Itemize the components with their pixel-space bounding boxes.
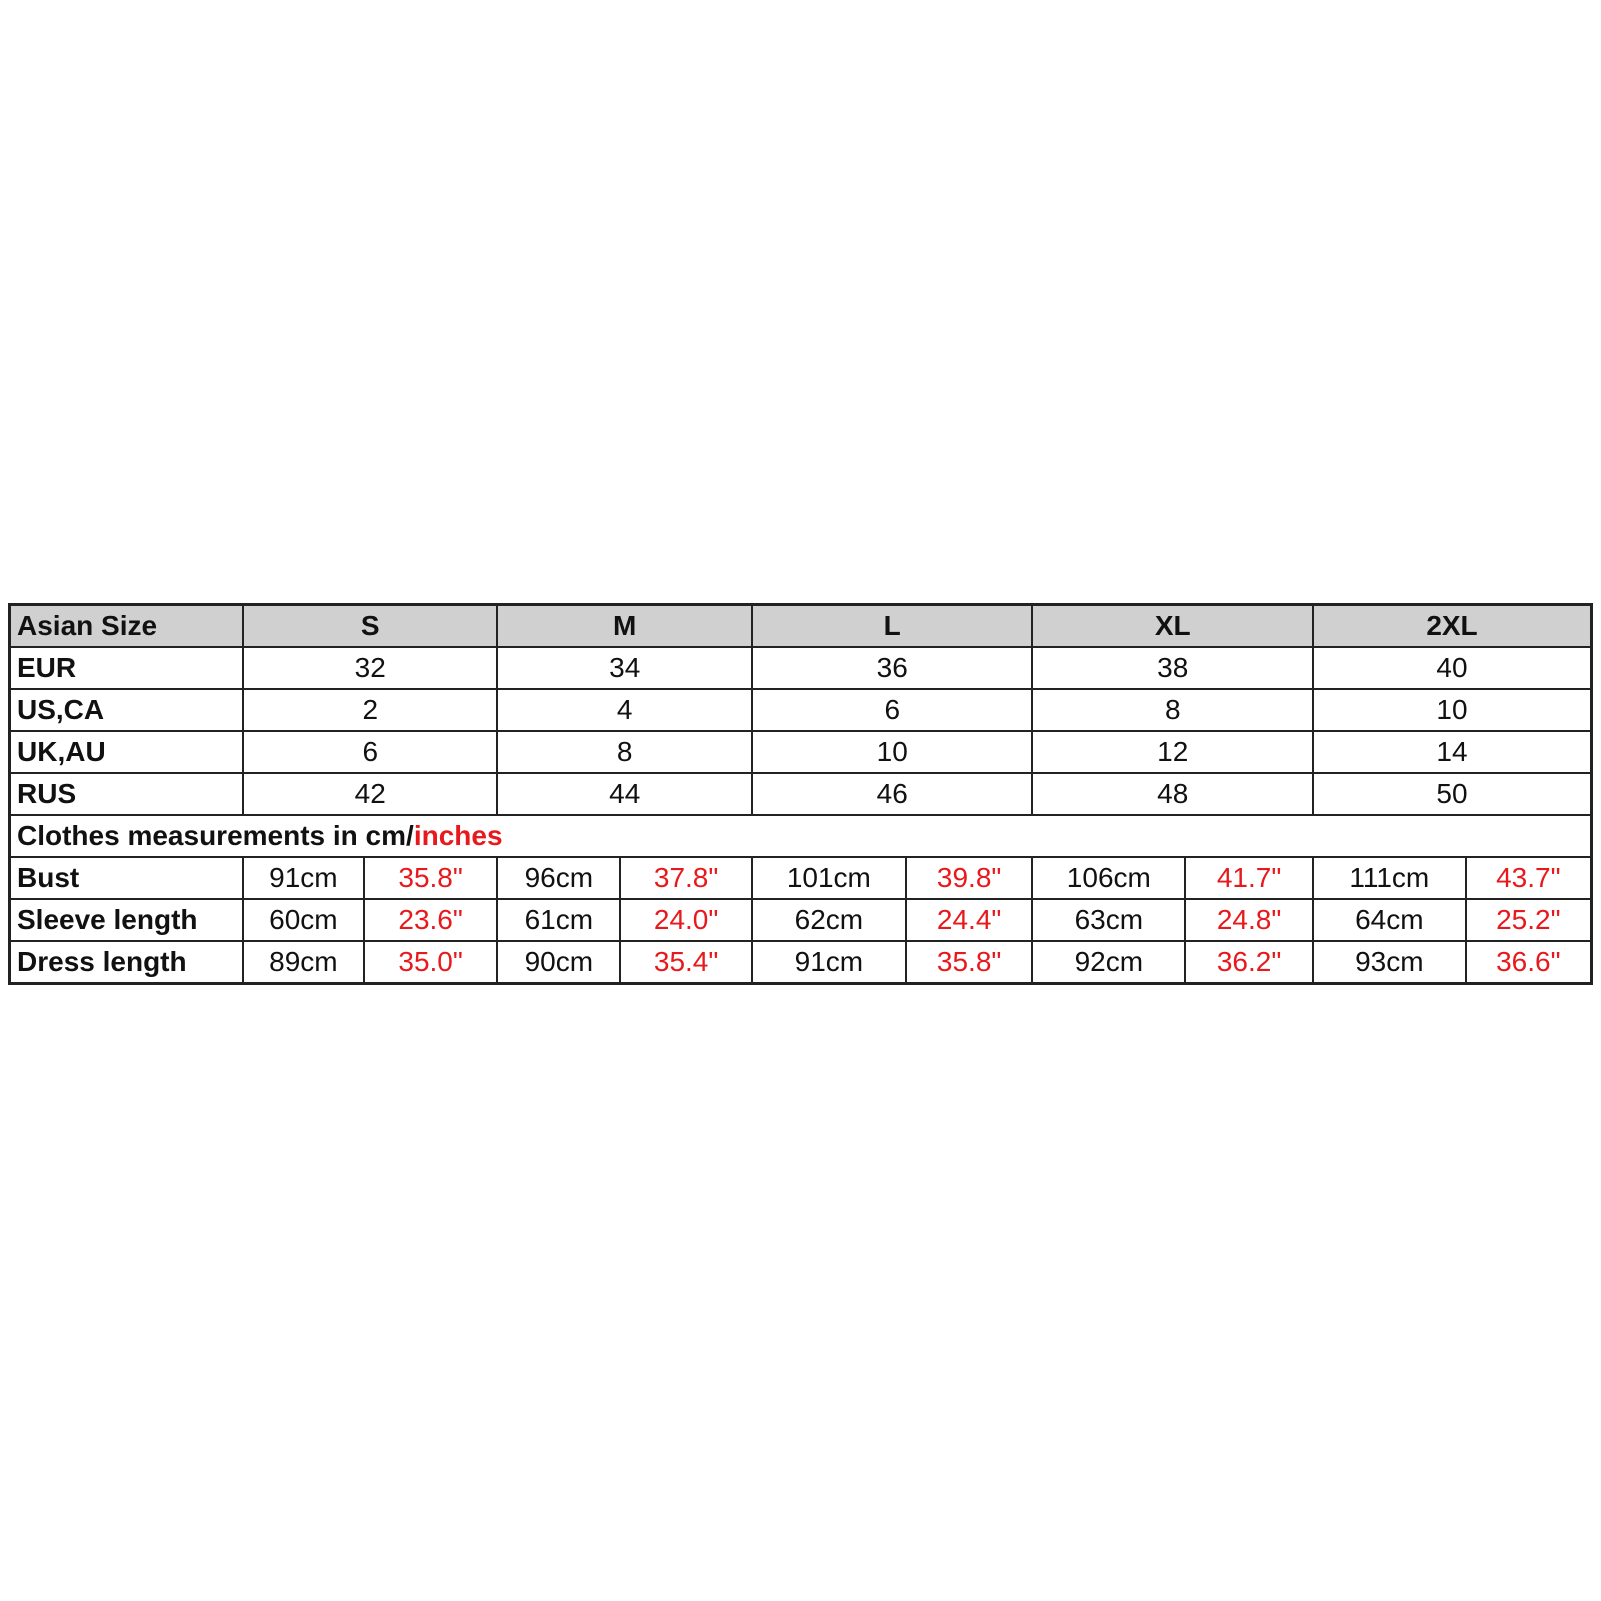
header-size-l: L [752,605,1033,648]
header-size-m: M [497,605,752,648]
size-conversion-table [8,603,1593,985]
size-value: 8 [497,731,752,773]
inch-value: 41.7" [1185,857,1313,899]
size-value: 42 [243,773,497,815]
size-value: 34 [497,647,752,689]
cm-value: 64cm [1313,899,1466,941]
inch-value: 36.2" [1185,941,1313,984]
size-value: 6 [243,731,497,773]
size-value: 10 [752,731,1033,773]
size-value: 2 [243,689,497,731]
cm-value: 92cm [1032,941,1185,984]
cm-value: 111cm [1313,857,1466,899]
section-title [10,815,1592,857]
inch-value: 43.7" [1466,857,1592,899]
inch-value: 23.6" [364,899,498,941]
size-value: 8 [1032,689,1313,731]
row-label: Dress length [10,941,244,984]
section-row [10,815,1592,857]
size-value: 14 [1313,731,1592,773]
section-title-red: inches [413,820,503,851]
cm-value: 93cm [1313,941,1466,984]
inch-value: 35.8" [364,857,498,899]
size-value: 36 [752,647,1033,689]
table-row-dress-length [10,941,1592,984]
header-row [10,605,1592,648]
section-title-black: Clothes measurements in cm/ [17,820,414,851]
row-label: UK,AU [10,731,244,773]
cm-value: 106cm [1032,857,1185,899]
size-value: 44 [497,773,752,815]
size-value: 10 [1313,689,1592,731]
inch-value: 24.8" [1185,899,1313,941]
size-value: 4 [497,689,752,731]
inch-value: 24.4" [906,899,1033,941]
header-label: Asian Size [10,605,244,648]
cm-value: 91cm [752,941,906,984]
table-row-bust [10,857,1592,899]
inch-value: 36.6" [1466,941,1592,984]
inch-value: 37.8" [620,857,752,899]
cm-value: 60cm [243,899,364,941]
size-value: 6 [752,689,1033,731]
header-size-xl: XL [1032,605,1313,648]
cm-value: 91cm [243,857,364,899]
inch-value: 24.0" [620,899,752,941]
cm-value: 61cm [497,899,620,941]
row-label: Bust [10,857,244,899]
size-value: 46 [752,773,1033,815]
size-value: 38 [1032,647,1313,689]
inch-value: 39.8" [906,857,1033,899]
header-size-s: S [243,605,497,648]
inch-value: 25.2" [1466,899,1592,941]
inch-value: 35.4" [620,941,752,984]
size-value: 48 [1032,773,1313,815]
cm-value: 89cm [243,941,364,984]
table-row-usca [10,689,1592,731]
table-row-sleeve-length [10,899,1592,941]
row-label: EUR [10,647,244,689]
row-label: US,CA [10,689,244,731]
size-value: 12 [1032,731,1313,773]
cm-value: 101cm [752,857,906,899]
row-label: RUS [10,773,244,815]
size-value: 50 [1313,773,1592,815]
row-label: Sleeve length [10,899,244,941]
header-size-2xl: 2XL [1313,605,1592,648]
size-value: 40 [1313,647,1592,689]
cm-value: 90cm [497,941,620,984]
size-value: 32 [243,647,497,689]
table-row-ukau [10,731,1592,773]
cm-value: 62cm [752,899,906,941]
cm-value: 63cm [1032,899,1185,941]
cm-value: 96cm [497,857,620,899]
inch-value: 35.0" [364,941,498,984]
table-row-eur [10,647,1592,689]
inch-value: 35.8" [906,941,1033,984]
table-row-rus [10,773,1592,815]
